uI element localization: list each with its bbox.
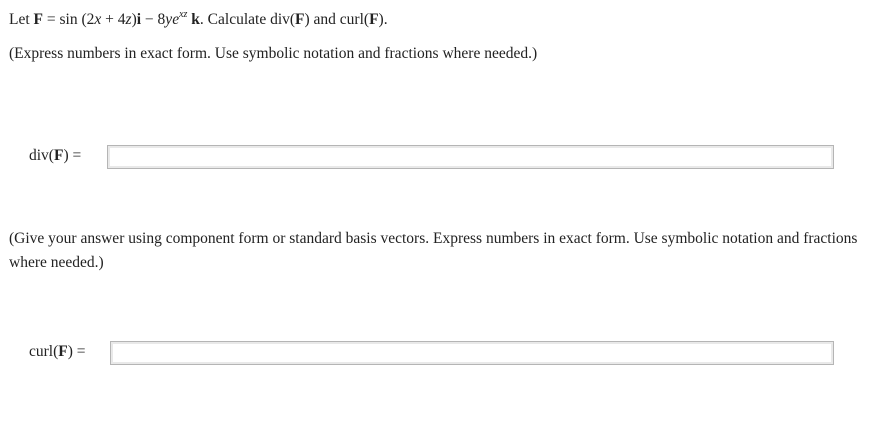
task-field-symbol-2: F xyxy=(369,11,379,28)
curl-answer-input[interactable] xyxy=(110,341,834,365)
unit-vector-k: k xyxy=(191,11,200,28)
task-text-end: ). xyxy=(378,11,388,28)
div-instructions: (Express numbers in exact form. Use symbolic notation and fractions where needed.) xyxy=(9,45,538,62)
variable-x: x xyxy=(94,11,102,28)
div-label-suffix: ) = xyxy=(63,147,82,164)
task-field-symbol-1: F xyxy=(295,11,305,28)
div-answer-input[interactable] xyxy=(107,145,834,169)
curl-answer-label xyxy=(29,343,86,361)
curl-instructions: (Give your answer using component form or standard basis vectors. Express numbers in exact form. Use symbolic notation and fractions where needed.) xyxy=(9,230,858,271)
sin-term: sin (2 xyxy=(59,11,95,28)
div-label-field: F xyxy=(53,147,64,164)
exponent-xz: xz xyxy=(179,9,188,20)
problem-lead-text: Let xyxy=(9,11,34,28)
curl-label-suffix: ) = xyxy=(67,343,86,360)
curl-label-prefix: curl( xyxy=(29,343,59,360)
minus-term: − 8 xyxy=(141,11,166,28)
plus-term: + 4 xyxy=(101,11,126,28)
variable-z: z xyxy=(125,11,132,28)
close-paren: ) xyxy=(131,11,137,28)
variable-y: y xyxy=(165,11,173,28)
div-label-prefix: div( xyxy=(29,147,54,164)
exponential-e: e xyxy=(172,11,180,28)
unit-vector-i: i xyxy=(136,11,142,28)
task-text-mid: ) and curl( xyxy=(304,11,370,28)
field-symbol: F xyxy=(33,11,43,28)
task-text: . Calculate div( xyxy=(199,11,296,28)
curl-label-field: F xyxy=(58,343,68,360)
div-answer-label xyxy=(29,147,81,165)
problem-statement xyxy=(9,11,388,29)
equals-sign: = xyxy=(43,11,60,28)
